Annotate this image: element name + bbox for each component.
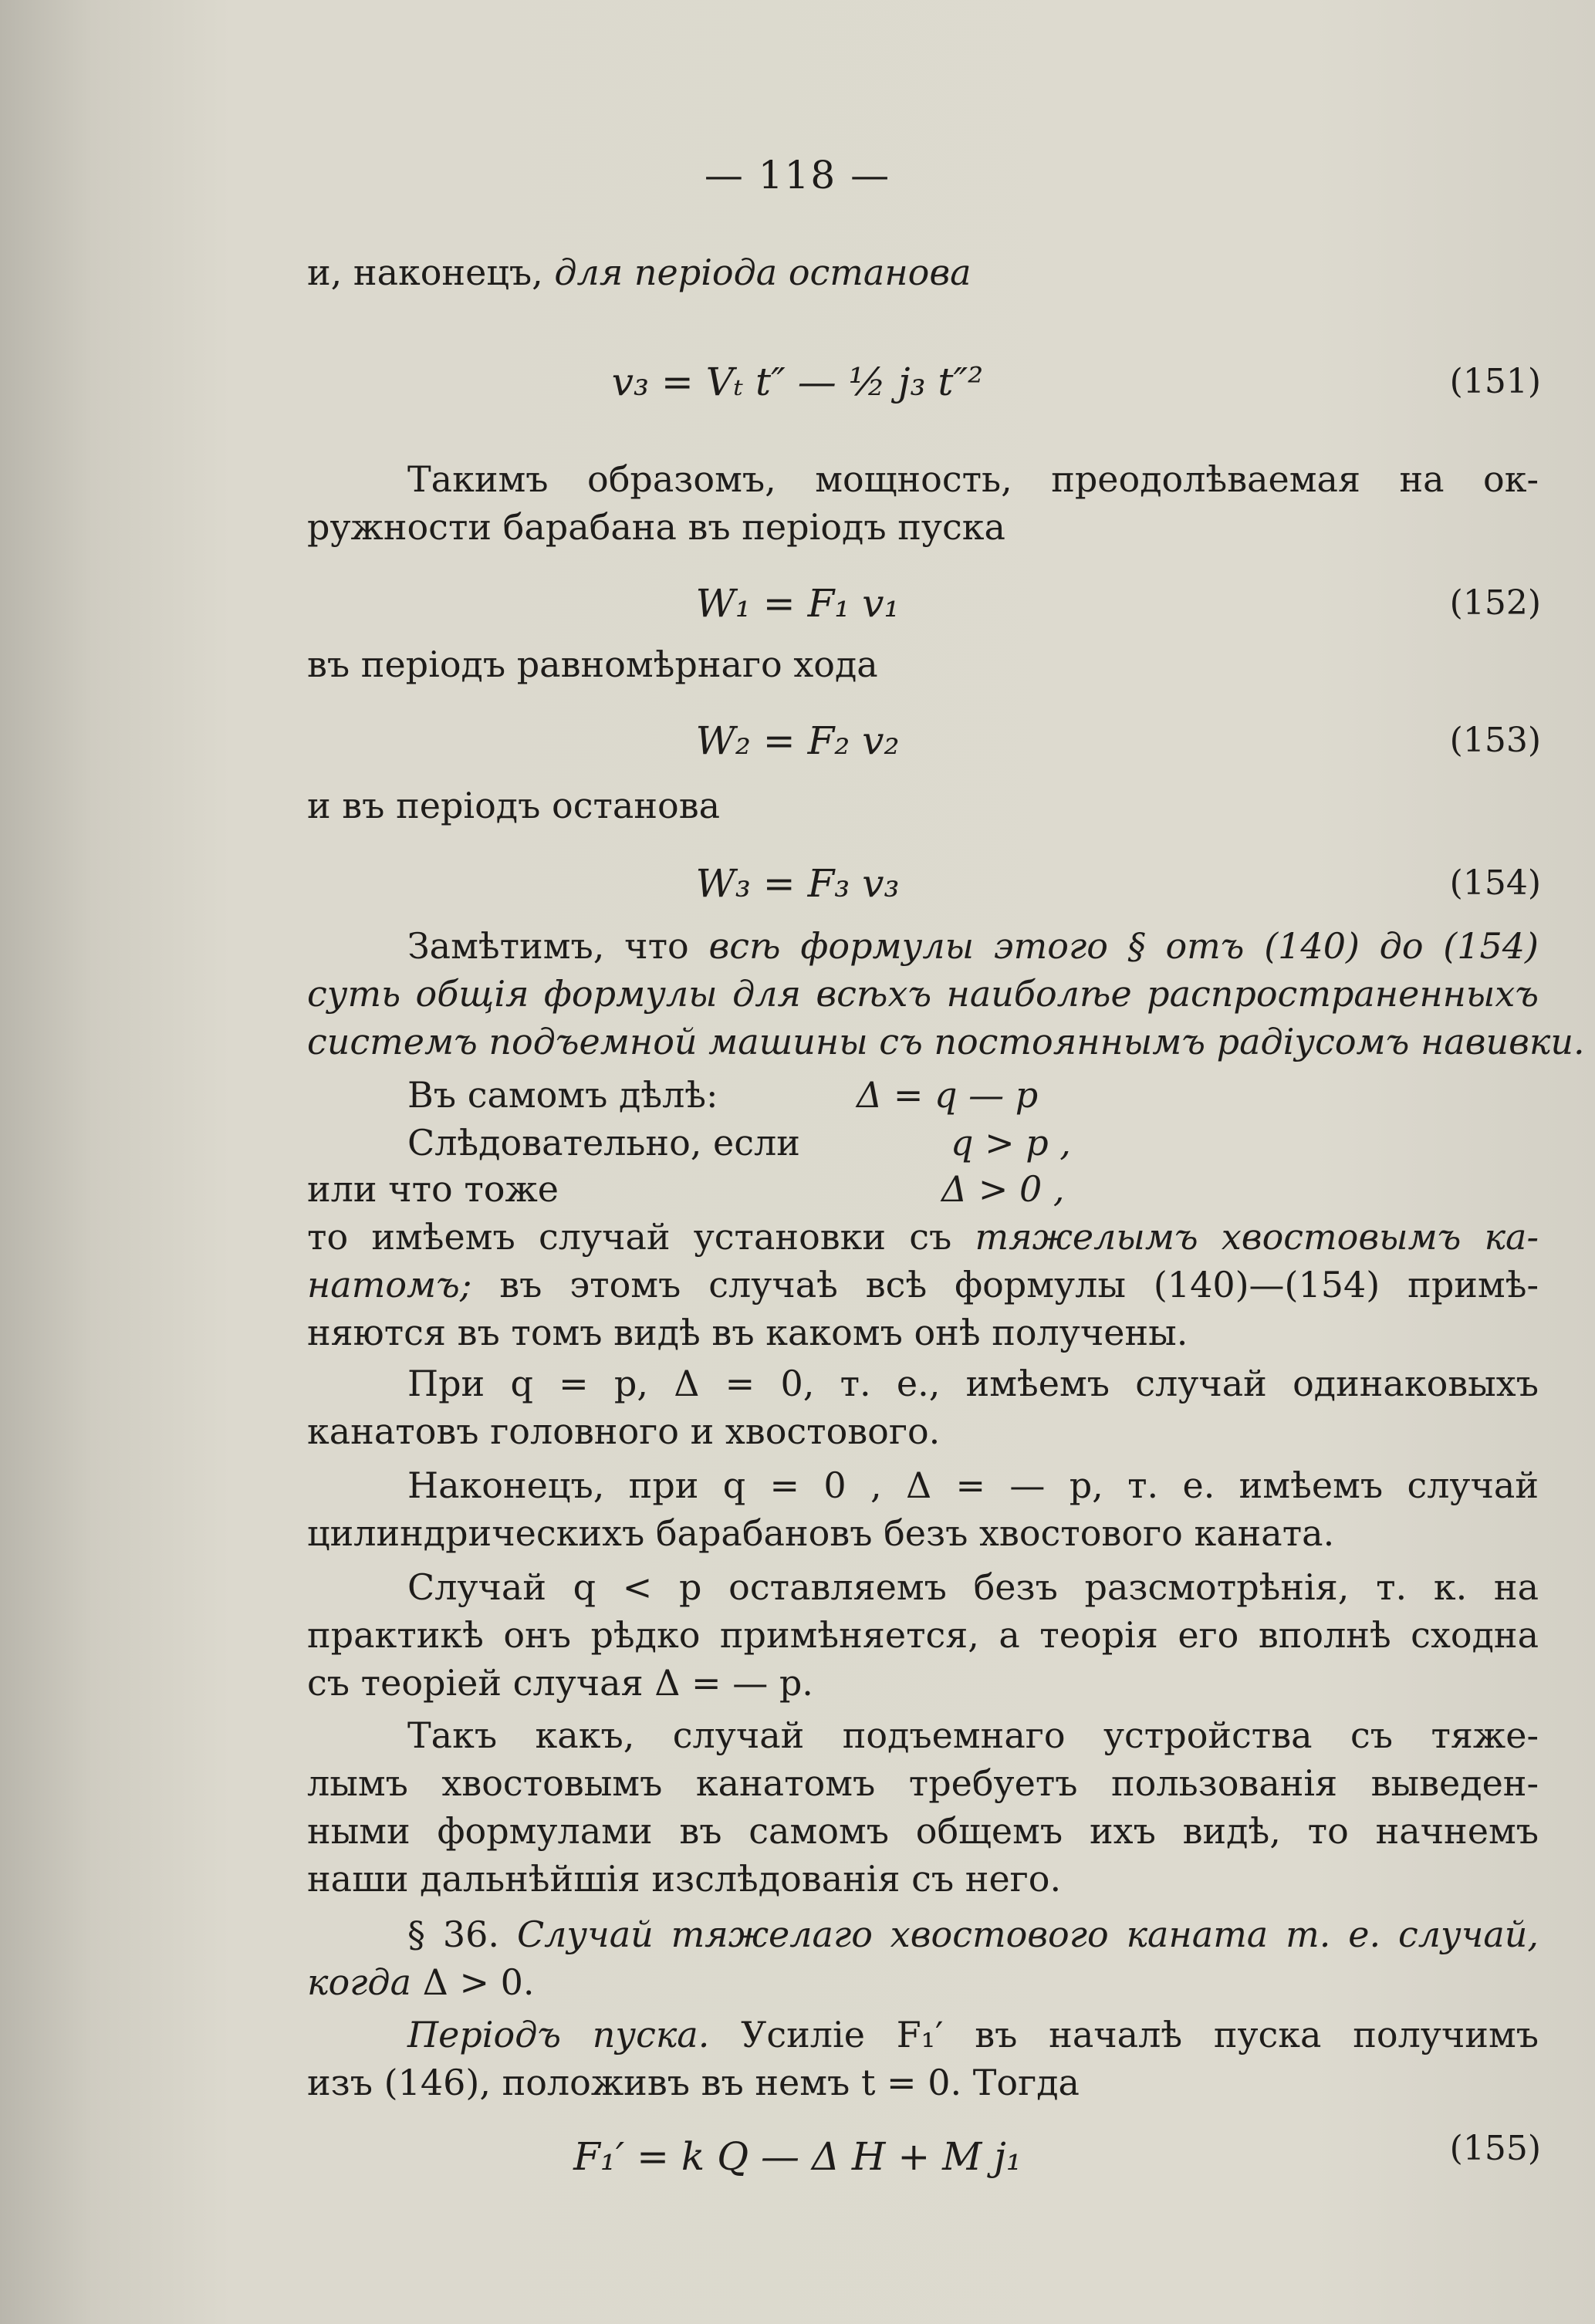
text-line: Наконецъ, при q = 0 , Δ = — p, т. е. имѣемъ случай xyxy=(407,1464,1539,1506)
formula-151: v₃ = Vₜ t″ — ½ j₃ t″² xyxy=(611,360,984,404)
line-italic: натомъ; xyxy=(307,1264,472,1306)
text-line xyxy=(307,922,1539,970)
line-text: и, наконецъ, xyxy=(307,252,555,293)
text-line xyxy=(307,1213,1539,1261)
text-line: Такъ какъ, случай подъемнаго устройства съ тяже- xyxy=(407,1714,1539,1756)
text-line: системъ подъемной машины съ постояннымъ радіусомъ навивки. xyxy=(307,1021,1585,1062)
text-line: суть общія формулы для всѣхъ наиболѣе распространенныхъ xyxy=(307,973,1539,1015)
text-line: Такимъ образомъ, мощность, преодолѣваемая на ок- xyxy=(407,458,1539,500)
line-text: Δ > 0. xyxy=(411,1961,535,2003)
line-italic: когда xyxy=(307,1961,411,2003)
text-line: ружности барабана въ періодъ пуска xyxy=(307,506,1005,548)
text-line: Случай q < p оставляемъ безъ разсмотрѣнія, т. к. на xyxy=(407,1566,1539,1608)
line-text: § 36. xyxy=(407,1914,517,1955)
text-line: въ періодъ равномѣрнаго хода xyxy=(307,643,878,685)
text-line: канатовъ головного и хвостового. xyxy=(307,1410,941,1452)
text-line xyxy=(307,1958,1539,2006)
inline-math: Δ = q — p xyxy=(857,1074,1039,1116)
equation-number: (151) xyxy=(1449,362,1541,401)
text-line: ными формулами въ самомъ общемъ ихъ видѣ, то начнемъ xyxy=(307,1810,1539,1852)
text-line: Въ самомъ дѣлѣ: xyxy=(407,1074,718,1116)
line-italic: Случай тяжелаго хвостового каната т. е. случай, xyxy=(516,1914,1539,1955)
page-number: — 118 — xyxy=(704,153,891,198)
line-italic: Періодъ пуска. xyxy=(407,2014,710,2055)
text-line: или что тоже xyxy=(307,1168,559,1210)
formula-154: W₃ = F₃ v₃ xyxy=(695,861,900,906)
formula-152: W₁ = F₁ v₁ xyxy=(695,581,900,626)
line-text: то имѣемъ случай установки съ xyxy=(307,1216,975,1258)
text-line: Слѣдовательно, если xyxy=(407,1122,800,1164)
text-line: изъ (146), положивъ въ немъ t = 0. Тогда xyxy=(307,2062,1080,2103)
text-line: няются въ томъ видѣ въ какомъ онѣ получены. xyxy=(307,1312,1188,1353)
formula-155: F₁′ = k Q — Δ H + M j₁ xyxy=(573,2134,1022,2179)
text-line: съ теоріей случая Δ = — p. xyxy=(307,1662,813,1704)
text-line xyxy=(307,1261,1539,1309)
section-heading xyxy=(307,1910,1539,1958)
inline-math: q > p , xyxy=(951,1122,1071,1164)
inline-math: Δ > 0 , xyxy=(941,1168,1065,1210)
text-line: лымъ хвостовымъ канатомъ требуетъ пользованія выведен- xyxy=(307,1762,1539,1804)
text-line: и въ періодъ останова xyxy=(307,785,721,826)
line-text: въ этомъ случаѣ всѣ формулы (140)—(154) примѣ- xyxy=(471,1264,1539,1306)
equation-number: (154) xyxy=(1449,863,1541,903)
line-italic: тяжелымъ хвостовымъ ка- xyxy=(975,1216,1539,1258)
line-text: Усиліе F₁′ въ началѣ пуска получимъ xyxy=(709,2014,1539,2055)
equation-number: (153) xyxy=(1449,721,1541,760)
line-text: Замѣтимъ, что xyxy=(407,925,709,967)
formula-153: W₂ = F₂ v₂ xyxy=(695,718,900,763)
text-line xyxy=(307,248,1539,296)
text-line xyxy=(307,2011,1539,2059)
equation-number: (152) xyxy=(1449,583,1541,623)
line-italic: для періода останова xyxy=(554,252,972,293)
text-line: При q = p, Δ = 0, т. е., имѣемъ случай одинаковыхъ xyxy=(407,1363,1539,1404)
text-line: цилиндрическихъ барабановъ безъ хвостового каната. xyxy=(307,1512,1335,1554)
text-line: практикѣ онъ рѣдко примѣняется, а теорія его вполнѣ сходна xyxy=(307,1614,1539,1656)
line-italic: всѣ формулы этого § отъ (140) до (154) xyxy=(708,925,1539,967)
equation-number: (155) xyxy=(1449,2129,1541,2168)
text-line: наши дальнѣйшія изслѣдованія съ него. xyxy=(307,1858,1062,1900)
